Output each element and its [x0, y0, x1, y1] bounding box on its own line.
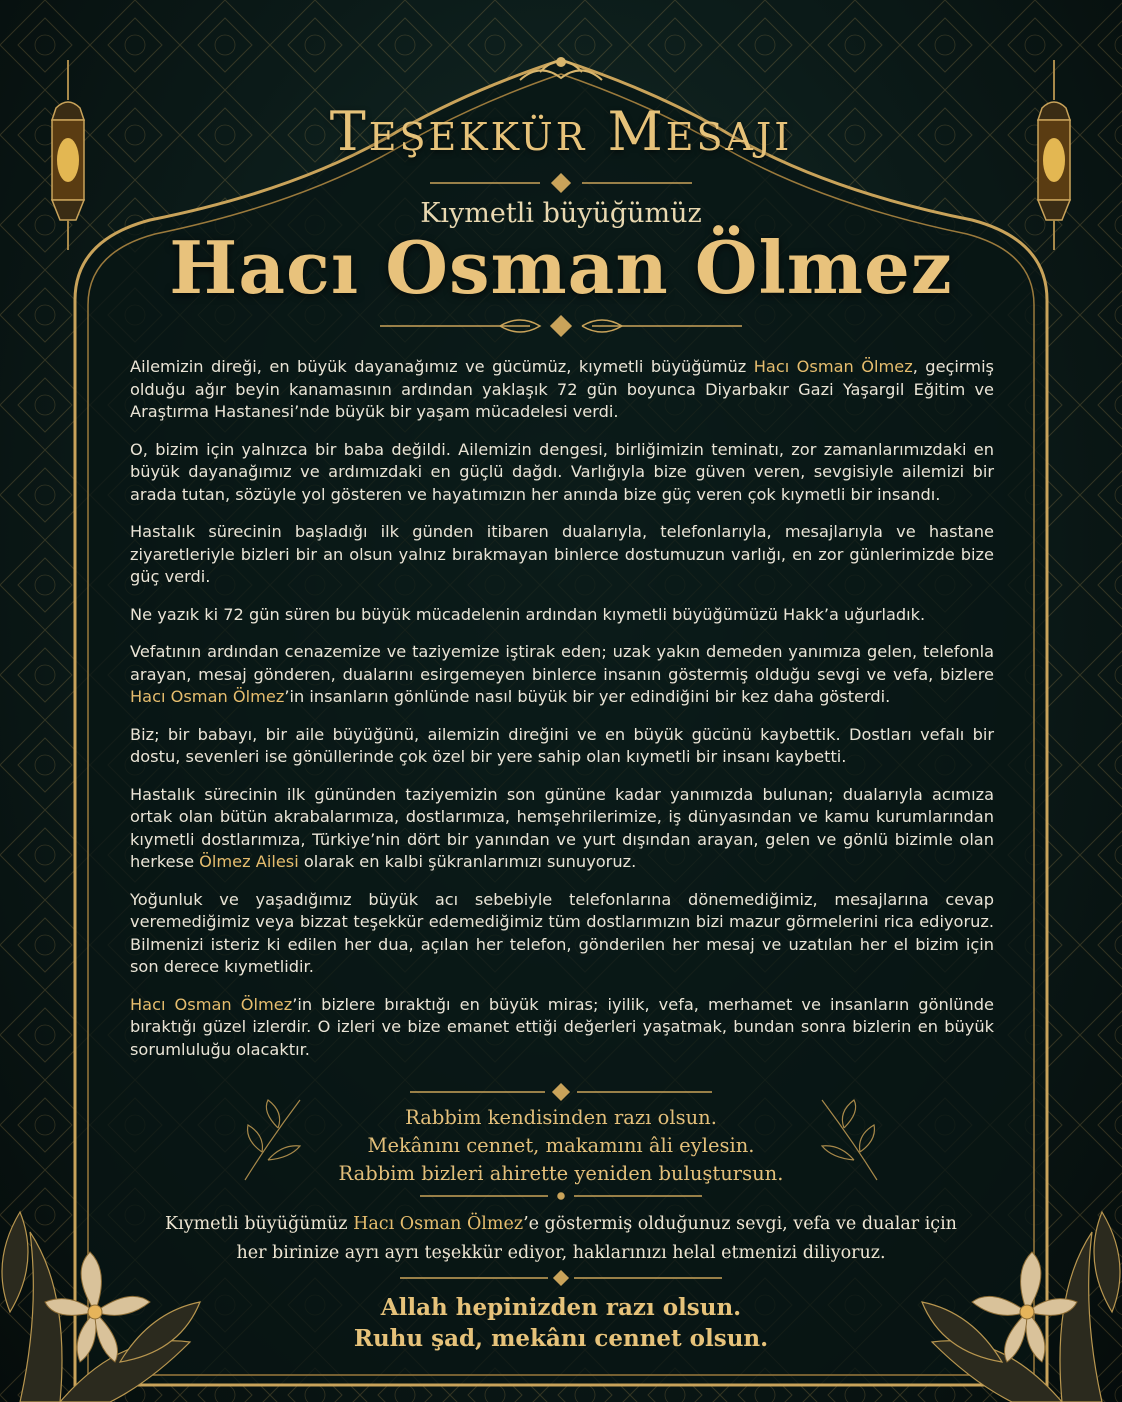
paragraph-3: Hastalık sürecinin başladığı ilk günden itibaren dualarıyla, telefonlarıyla, mesajlarıyla ve hastane ziyaretleriyle bizleri bir an olsun yalnız bırakmayan binlerce dostumuzun varlığı, en zor günlerimizde bize güç verdi.: [130, 522, 994, 586]
paragraph-1: [130, 356, 994, 424]
prayer-line-2: Mekânını cennet, makamını âli eylesin.: [367, 1134, 755, 1157]
paragraph-text: Vefatının ardından cenazemize ve taziyemize iştirak eden; uzak yakın demeden yanımıza gelen, telefonla arayan, mesaj gönderen, dualarını esirgemeyen binlerce insanın göstermiş olduğu sevgi ve vefa, bizlere: [130, 642, 994, 684]
paragraph-2: O, bizim için yalnızca bir baba değildi. Ailemizin dengesi, birliğimizin teminatı, zor zamanlarımızdaki en büyük dayanağımız ve ardımızdaki en güçlü dağdı. Varlığıyla bize güven veren, sevgisiyle ailemizi bir arada tutan, sözüyle yol gösteren ve hayatımızın her anında bize güç veren çok kıymetli bir insandı.: [130, 439, 994, 504]
thanks-line-2: her birinize ayrı ayrı teşekkür ediyor, haklarınızı helal etmenizi diliyoruz.: [236, 1243, 886, 1263]
closing-block: [0, 1292, 1122, 1354]
closing-line-1: Allah hepinizden razı olsun.: [380, 1294, 742, 1321]
prayer-block: [0, 1104, 1122, 1188]
paragraph-text: ’in bizlere bıraktığı en büyük miras; iyilik, vefa, merhamet ve insanların gönlünde bıraktığı güzel izlerdir. O izleri ve bize emanet ettiği değerleri yaşatmak, bundan sonra bizlerin en büyük sorumluluğu olacaktır.: [130, 994, 994, 1059]
paragraph-text: Ailemizin direği, en büyük dayanağımız ve gücümüz, kıymetli büyüğümüz: [130, 357, 754, 376]
highlight-name: Hacı Osman Ölmez: [353, 1214, 524, 1234]
paragraph-8: Yoğunluk ve yaşadığımız büyük acı sebebiyle telefonlarına dönemediğimiz, mesajlarına cevap veremediğimiz veya bizzat teşekkür edemediğimiz tüm dostlarımızın bizi mazur görmelerini rica ediyoruz. Bilmenizi isteriz ki edilen her dua, açılan her telefon, gönderilen her mesaj ve uzatılan her el bizim için son derece kıymetlidir.: [130, 889, 994, 976]
paragraph-7: [130, 784, 994, 874]
highlight-family: Ölmez Ailesi: [199, 852, 299, 871]
page-title: Teşekkür Mesajı: [329, 100, 793, 163]
thanks-line-1: [0, 1210, 1122, 1239]
paragraph-5: [130, 641, 994, 709]
prayer-line-3: Rabbim bizleri ahirette yeniden buluştursun.: [338, 1162, 784, 1185]
thanks-text: Kıymetli büyüğümüz: [165, 1214, 354, 1234]
thanks-text: ’e göstermiş olduğunuz sevgi, vefa ve dualar için: [523, 1214, 957, 1234]
highlight-name: Hacı Osman Ölmez: [753, 357, 913, 376]
subtitle: Kıymetli büyüğümüz: [420, 198, 702, 229]
highlight-name: Hacı Osman Ölmez: [130, 994, 293, 1014]
paragraph-text: olarak en kalbi şükranlarımızı sunuyoruz.: [298, 852, 637, 871]
paragraph-text: , geçirmiş olduğu ağır beyin kanamasının ardından yaklaşık 72 gün boyunca Diyarbakır Gazi Yaşargil Eğitim ve Araştırma Hastanesi’nde büyük bir yaşam mücadelesi verdi.: [130, 357, 994, 421]
paragraph-4: Ne yazık ki 72 gün süren bu büyük mücadelenin ardından kıymetli büyüğümüzü Hakk’a uğurladık.: [130, 604, 926, 624]
paragraph-text: Hastalık sürecinin ilk gününden taziyemizin son gününe kadar yanımızda bulunan; dualarıyla acımıza ortak olan bütün akrabalarımıza, dostlarımıza, hemşehrilerimize, iş dünyasından ve kamu kurumlarından kıymetli dostlarımıza, Türkiye’nin dört bir yanından ve yurt dışından arayan, gelen ve gönlü bizimle olan herkese: [130, 784, 994, 871]
deceased-name: Hacı Osman Ölmez: [169, 225, 953, 310]
paragraph-text: ’in insanların gönlünde nasıl büyük bir yer edindiğini bir kez daha gösterdi.: [284, 687, 891, 706]
highlight-name: Hacı Osman Ölmez: [130, 687, 285, 706]
prayer-line-1: Rabbim kendisinden razı olsun.: [405, 1106, 717, 1129]
thanks-block: [0, 1210, 1122, 1268]
closing-line-2: Ruhu şad, mekânı cennet olsun.: [353, 1325, 769, 1352]
paragraph-9: [130, 994, 994, 1062]
message-body: [130, 356, 994, 1076]
paragraph-6: Biz; bir babayı, bir aile büyüğünü, ailemizin direğini ve en büyük gücünü kaybettik. Dostları vefalı bir dostu, sevenleri ise gönüllerinde çok özel bir yere sahip olan kıymetli bir insanı kaybetti.: [130, 724, 994, 766]
